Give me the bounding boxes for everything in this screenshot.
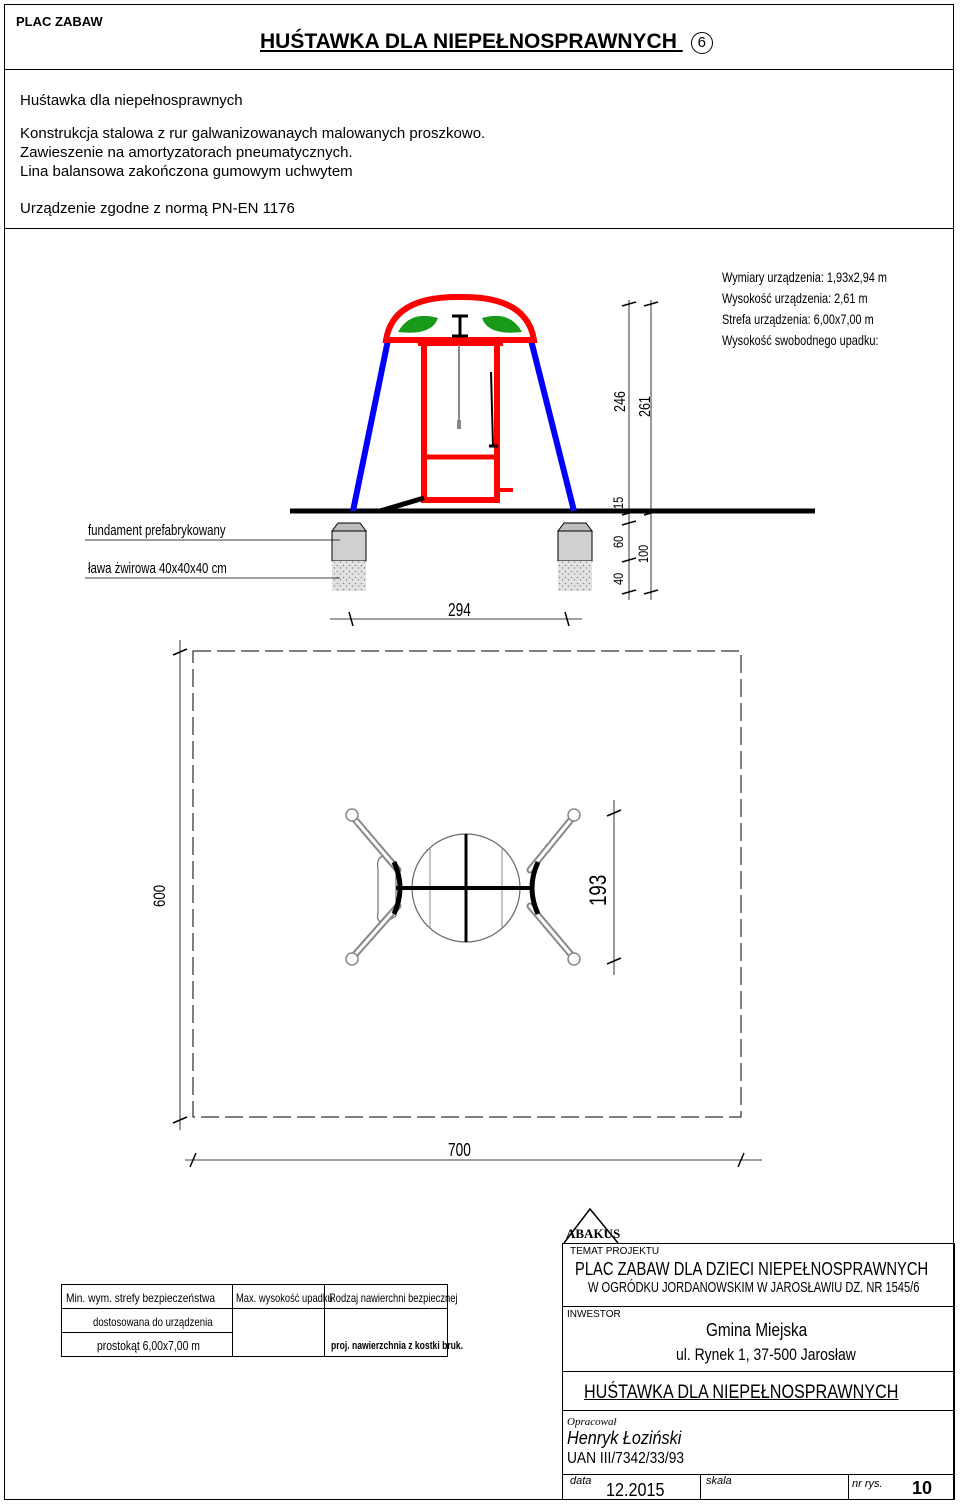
dim-246: 246 (612, 391, 629, 412)
dim-60: 60 (610, 535, 626, 548)
number-label: nr rys. (852, 1478, 883, 1490)
norm-statement: Urządzenie zgodne z normą PN-EN 1176 (20, 200, 295, 217)
foundation-left (332, 523, 366, 591)
dim-40: 40 (610, 572, 626, 585)
dim-600: 600 (150, 884, 169, 907)
logo-text: ABAKUS (566, 1226, 621, 1241)
investor-address: ul. Rynek 1, 37-500 Jarosław (676, 1345, 856, 1364)
dim-15: 15 (610, 496, 626, 509)
foundation-label: fundament prefabrykowany (88, 522, 226, 539)
topic-location: W OGRÓDKU JORDANOWSKIM W JAROSŁAWIU DZ. NR 1545/6 (588, 1279, 920, 1296)
plan-view (173, 640, 762, 1167)
device-name: Huśtawka dla niepełnosprawnych (20, 92, 243, 109)
safety-surface: proj. nawierzchnia z kostki bruk. (331, 1340, 464, 1352)
date-value: 12.2015 (606, 1480, 665, 1500)
safety-col1-header: Min. wym. strefy bezpieczeństwa (66, 1291, 216, 1305)
foundation-right (558, 523, 592, 591)
author-license: UAN III/7342/33/93 (567, 1450, 685, 1467)
left-leg (353, 340, 388, 511)
right-leg (531, 340, 574, 511)
dim-294: 294 (448, 600, 471, 620)
investor-label: INWESTOR (567, 1309, 621, 1320)
description-line-3: Lina balansowa zakończona gumowym uchwytem (20, 163, 353, 180)
author-name: Henryk Łoziński (567, 1428, 682, 1448)
page-title: HUŚTAWKA DLA NIEPEŁNOSPRAWNYCH 6 (260, 30, 713, 54)
drawing-number: 10 (912, 1478, 933, 1498)
drawing-title: HUŚTAWKA DLA NIEPEŁNOSPRAWNYCH (584, 1382, 899, 1403)
date-label: data (570, 1475, 592, 1487)
scale-label: skala (706, 1475, 732, 1487)
gravel-label: ława żwirowa 40x40x40 cm (88, 560, 227, 577)
spec-zone: Strefa urządzenia: 6,00x7,00 m (722, 311, 874, 327)
investor-name: Gmina Miejska (706, 1320, 808, 1340)
safety-row2: prostokąt 6,00x7,00 m (97, 1338, 200, 1353)
safety-row1: dostosowana do urządzenia (93, 1315, 213, 1329)
dim-700: 700 (448, 1140, 471, 1160)
prepared-label: Opracował (567, 1416, 617, 1428)
safety-col2-header: Max. wysokość upadku (236, 1291, 333, 1305)
topic-title: PLAC ZABAW DLA DZIECI NIEPEŁNOSPRAWNYCH (575, 1259, 929, 1279)
canopy-left-panel (398, 316, 438, 333)
spec-dimensions: Wymiary urządzenia: 1,93x2,94 m (722, 269, 887, 285)
description-line-2: Zawieszenie na amortyzatorach pneumatycznych. (20, 144, 353, 161)
sheet-number-badge: 6 (691, 32, 713, 54)
header-small-title: PLAC ZABAW (16, 14, 103, 29)
description-line-1: Konstrukcja stalowa z rur galwanizowanaych malowanych proszkowo. (20, 125, 486, 142)
abakus-logo (560, 1205, 624, 1245)
safety-col3-header: Rodzaj nawierchni bezpiecznej (329, 1291, 458, 1305)
dim-100: 100 (635, 544, 651, 563)
dim-261: 261 (637, 396, 654, 417)
topic-label: TEMAT PROJEKTU (570, 1246, 660, 1257)
spec-height: Wysokość urządzenia: 2,61 m (722, 290, 868, 306)
dim-193: 193 (585, 874, 612, 906)
canopy-right-panel (482, 316, 522, 333)
spec-fall-height: Wysokość swobodnego upadku: (722, 332, 879, 348)
